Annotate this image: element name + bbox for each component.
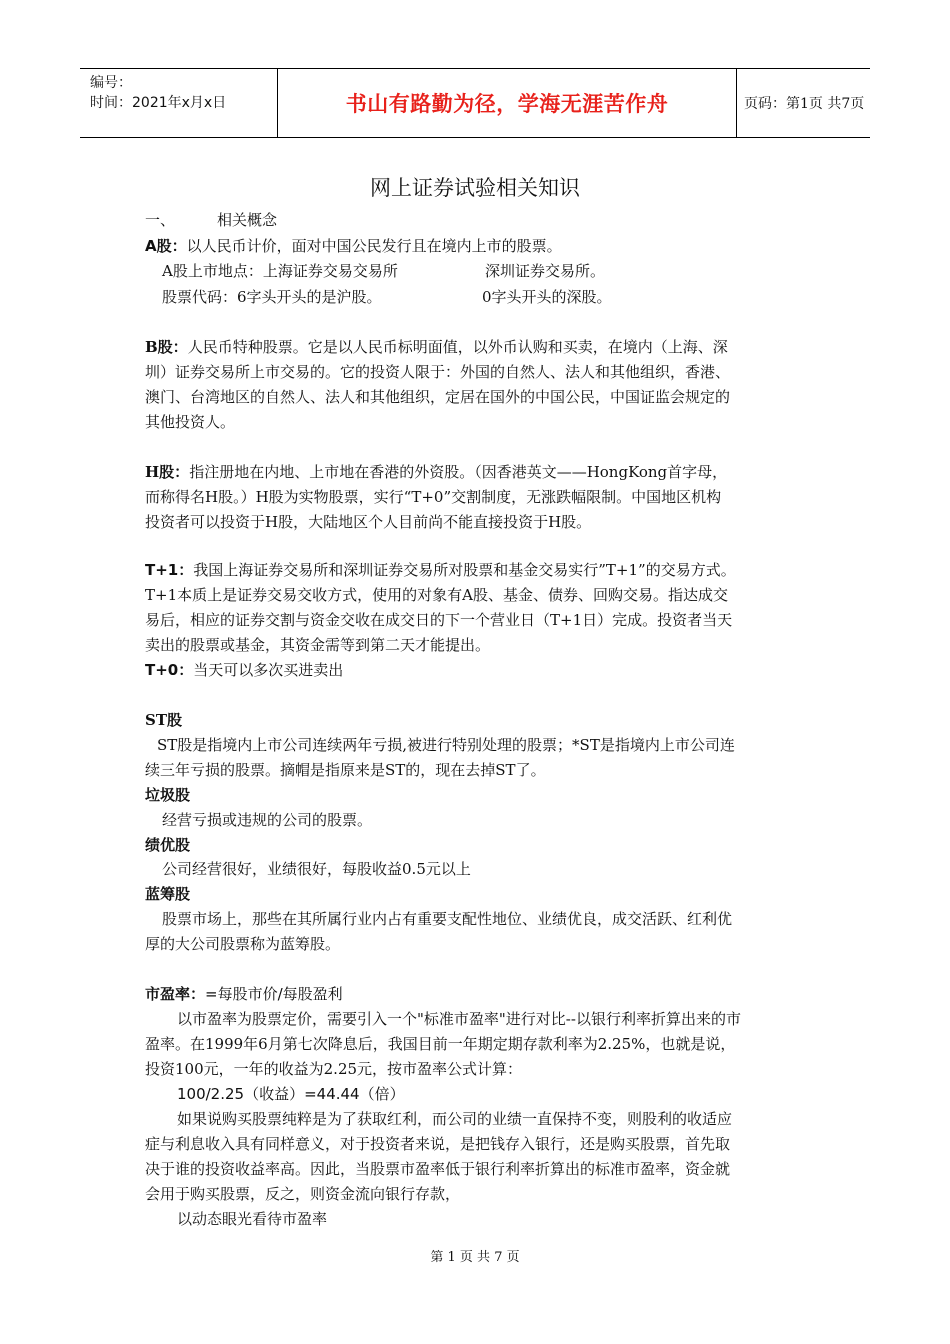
a-share-term: A股： — [145, 237, 187, 255]
b-share-line-3: 澳门、台湾地区的自然人、法人和其他组织，定居在国外的中国公民，中国证监会规定的 — [145, 388, 731, 406]
perf-heading: 绩优股 — [145, 836, 191, 854]
pe-line-7: 决于谁的投资收益率高。因此，当股票市盈率低于银行利率折算出的标准市盈率，资金就 — [145, 1160, 731, 1178]
header-page-label: 页码：第1页 共7页 — [744, 96, 865, 112]
b-share-text: 人民币特种股票。它是以人民币标明面值，以外币认购和买卖，在境内（上海、深 — [187, 338, 728, 356]
pe-line-9: 以动态眼光看待市盈率 — [177, 1210, 328, 1228]
t1-line-1 — [145, 558, 810, 583]
b-share-line-1 — [145, 335, 810, 360]
a-share-def: 以人民币计价，面对中国公民发行且在境内上市的股票。 — [186, 237, 562, 255]
a-share-paragraph — [145, 234, 810, 259]
h-share-text: 指注册地在内地、上市地在香港的外资股。（因香港英文——HongKong首字母， — [189, 463, 728, 481]
blue-line-2: 厚的大公司股票称为蓝筹股。 — [145, 935, 341, 953]
t1-line-4: 卖出的股票或基金，其资金需等到第二天才能提出。 — [145, 636, 491, 654]
t1-line-3: 易后，相应的证券交割与资金交收在成交日的下一个营业日（T+1日）完成。投资者当天 — [145, 611, 733, 629]
st-heading: ST股 — [145, 711, 182, 729]
a-share-code-label: 股票代码：6字头开头的是沪股。 — [162, 288, 382, 306]
a-share-place-sz: 深圳证券交易所。 — [485, 262, 606, 280]
pe-calc: 100/2.25（收益）=44.44（倍） — [177, 1085, 405, 1103]
a-share-code-row — [162, 285, 827, 310]
pe-line-2: 盈率。在1999年6月第七次降息后，我国目前一年期定期存款利率为2.25%，也就是说， — [145, 1035, 736, 1053]
st-line-2: 续三年亏损的股票。摘帽是指原来是ST的，现在去掉ST了。 — [145, 761, 546, 779]
junk-def: 经营亏损或违规的公司的股票。 — [162, 811, 373, 829]
h-share-line-2: 而称得名H股。）H股为实物股票，实行“T+0”交割制度，无涨跌幅限制。中国地区机构 — [145, 488, 722, 506]
h-share-line-1 — [145, 460, 810, 485]
section-label: 相关概念 — [217, 211, 278, 229]
page-header — [80, 68, 870, 138]
pe-line-6: 症与利息收入具有同样意义，对于投资者来说，是把钱存入银行，还是购买股票，首先取 — [145, 1135, 731, 1153]
section-number: 一、 — [145, 211, 176, 229]
t0-def: 当天可以多次买进卖出 — [193, 661, 344, 679]
date-label: 时间：2021年x月x日 — [90, 95, 227, 111]
page-footer: 第 1 页 共 7 页 — [430, 1250, 520, 1265]
b-share-line-4: 其他投资人。 — [145, 413, 236, 431]
h-share-line-3: 投资者可以投资于H股，大陆地区个人目前尚不能直接投资于H股。 — [145, 513, 592, 531]
blue-heading: 蓝筹股 — [145, 885, 191, 903]
pe-formula: =每股市价/每股盈利 — [205, 985, 343, 1003]
pe-line-8: 会用于购买股票，反之，则资金流向银行存款， — [145, 1185, 461, 1203]
number-label: 编号： — [90, 75, 132, 91]
b-share-term: B股： — [145, 338, 188, 356]
a-share-place-row — [162, 259, 827, 284]
pe-term: 市盈率： — [145, 985, 206, 1003]
t1-line-2: T+1本质上是证券交易交收方式，使用的对象有A股、基金、债券、回购交易。指达成交 — [145, 586, 728, 604]
t0-line — [145, 658, 810, 683]
header-meta — [80, 69, 278, 137]
section-heading — [145, 208, 810, 233]
blue-line-1: 股票市场上，那些在其所属行业内占有重要支配性地位、业绩优良，成交活跃、红利优 — [162, 910, 733, 928]
header-motto: 书山有路勤为径，学海无涯苦作舟 — [278, 69, 737, 137]
a-share-code-sz: 0字头开头的深股。 — [482, 288, 612, 306]
h-share-term: H股： — [145, 463, 190, 481]
pe-line-1: 以市盈率为股票定价，需要引入一个"标准市盈率"进行对比--以银行利率折算出来的市 — [177, 1010, 741, 1028]
junk-heading: 垃圾股 — [145, 786, 191, 804]
pe-heading — [145, 982, 810, 1007]
t1-text: 我国上海证券交易所和深圳证券交易所对股票和基金交易实行”T+1”的交易方式。 — [193, 561, 736, 579]
t1-term: T+1： — [145, 561, 194, 579]
perf-def: 公司经营很好，业绩很好，每股收益0.5元以上 — [162, 860, 471, 878]
pe-line-3: 投资100元，一年的收益为2.25元，按市盈率公式计算： — [145, 1060, 523, 1078]
t0-term: T+0： — [145, 661, 194, 679]
document-title: 网上证券试验相关知识 — [370, 176, 580, 200]
pe-line-5: 如果说购买股票纯粹是为了获取红利，而公司的业绩一直保持不变，则股利的收适应 — [177, 1110, 733, 1128]
b-share-line-2: 圳）证券交易所上市交易的。它的投资人限于：外国的自然人、法人和其他组织，香港、 — [145, 363, 731, 381]
a-share-place-label: A股上市地点：上海证券交易交易所 — [162, 262, 398, 280]
st-line-1: ST股是指境内上市公司连续两年亏损,被进行特别处理的股票；*ST是指境内上市公司连 — [157, 736, 735, 754]
